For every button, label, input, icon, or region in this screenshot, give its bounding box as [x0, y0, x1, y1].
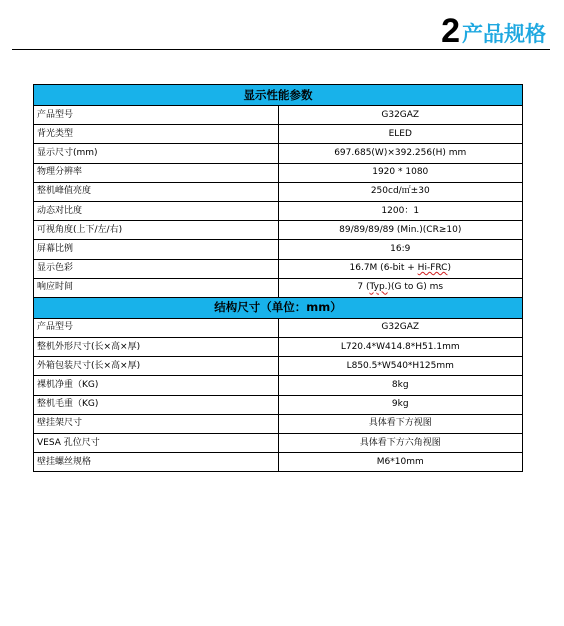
- row-label: 物理分辨率: [34, 163, 279, 182]
- row-value: 1200：1: [278, 201, 523, 220]
- table-row: [34, 259, 523, 278]
- section-header: [441, 8, 546, 48]
- row-label: 动态对比度: [34, 201, 279, 220]
- table-row: [34, 144, 523, 163]
- section-number: 2: [441, 12, 460, 50]
- row-label: 可视角度(上下/左/右): [34, 221, 279, 240]
- row-value: 250cd/㎡±30: [278, 182, 523, 201]
- row-label: 壁挂螺丝规格: [34, 453, 279, 472]
- table-row: [34, 125, 523, 144]
- row-label: 产品型号: [34, 318, 279, 337]
- row-value: 8kg: [278, 376, 523, 395]
- section-title: 产品规格: [462, 22, 546, 46]
- table-row: [34, 163, 523, 182]
- row-label: 显示色彩: [34, 259, 279, 278]
- value-part: ): [447, 263, 451, 274]
- row-label: 屏幕比例: [34, 240, 279, 259]
- row-label: 显示尺寸(mm): [34, 144, 279, 163]
- table-row: [34, 414, 523, 433]
- row-label: 整机峰值亮度: [34, 182, 279, 201]
- table-row: [34, 434, 523, 453]
- table-row: [34, 376, 523, 395]
- table-row: [34, 395, 523, 414]
- structure-section-title: 结构尺寸（单位：mm）: [34, 297, 523, 318]
- value-part: )(G to G) ms: [387, 282, 444, 293]
- row-label: 外箱包装尺寸(长×高×厚): [34, 357, 279, 376]
- row-value: [278, 259, 523, 278]
- table-row: [34, 182, 523, 201]
- display-section-title: 显示性能参数: [34, 85, 523, 106]
- row-value: 16:9: [278, 240, 523, 259]
- row-value: L720.4*W414.8*H51.1mm: [278, 338, 523, 357]
- row-value: ELED: [278, 125, 523, 144]
- row-value: [278, 278, 523, 297]
- row-value: 9kg: [278, 395, 523, 414]
- row-label: 响应时间: [34, 278, 279, 297]
- row-value: G32GAZ: [278, 318, 523, 337]
- row-value: 具体看下方六角视图: [278, 434, 523, 453]
- row-label: 整机外形尺寸(长×高×厚): [34, 338, 279, 357]
- row-label: 裸机净重（KG): [34, 376, 279, 395]
- table-row: [34, 221, 523, 240]
- value-part: 7 (: [357, 282, 370, 293]
- row-value: 697.685(W)×392.256(H) mm: [278, 144, 523, 163]
- table-row: [34, 240, 523, 259]
- header-divider: [12, 49, 550, 50]
- row-label: 整机毛重（KG): [34, 395, 279, 414]
- section-heading-structure: [34, 297, 523, 318]
- row-label: 壁挂架尺寸: [34, 414, 279, 433]
- table-row: [34, 338, 523, 357]
- row-value: 具体看下方视图: [278, 414, 523, 433]
- row-value: M6*10mm: [278, 453, 523, 472]
- value-part-marked: Typ.: [369, 282, 388, 293]
- row-label: VESA 孔位尺寸: [34, 434, 279, 453]
- table-row: [34, 106, 523, 125]
- row-label: 产品型号: [34, 106, 279, 125]
- row-value: G32GAZ: [278, 106, 523, 125]
- table-row: [34, 278, 523, 297]
- table-row: [34, 453, 523, 472]
- table-row: [34, 357, 523, 376]
- spec-table: [33, 84, 523, 472]
- section-heading-display: [34, 85, 523, 106]
- row-label: 背光类型: [34, 125, 279, 144]
- table-row: [34, 318, 523, 337]
- row-value: 89/89/89/89 (Min.)(CR≥10): [278, 221, 523, 240]
- row-value: L850.5*W540*H125mm: [278, 357, 523, 376]
- value-part-marked: Hi-FRC: [417, 263, 448, 274]
- value-part: 16.7M (6-bit +: [349, 263, 418, 274]
- row-value: 1920 * 1080: [278, 163, 523, 182]
- table-row: [34, 201, 523, 220]
